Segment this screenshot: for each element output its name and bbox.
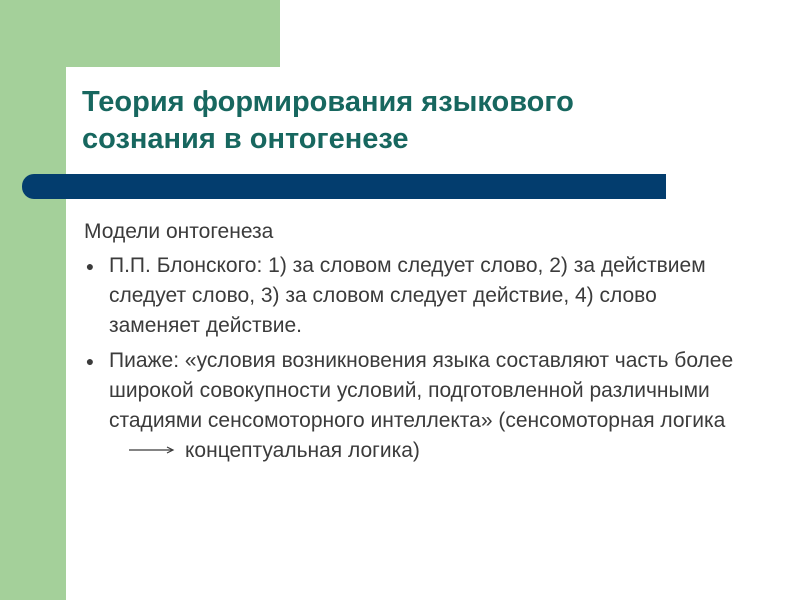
bullet-dot-icon: ● [85, 258, 95, 274]
arrow-right-icon [129, 445, 177, 455]
bullet-dot-icon: ● [85, 353, 95, 369]
bullet-item-blonsky [84, 251, 734, 341]
bullet-text-piaget-after: концептуальная логика) [185, 439, 420, 462]
slide-title: Теория формирования языкового сознания в онтогенезе [82, 86, 574, 155]
bullet-item-piaget [84, 346, 734, 466]
title-divider-bar [22, 174, 666, 199]
bullet-text-blonsky: П.П. Блонского: 1) за словом следует слово, 2) за действием следует слово, 3) за словом следует действие, 4) слово заменяет действие. [109, 254, 706, 337]
content-subtitle: Модели онтогенеза [84, 220, 274, 243]
green-sidebar-decoration [0, 0, 66, 600]
bullet-text-piaget-before: Пиаже: «условия возникновения языка составляют часть более широкой совокупности условий, подготовленной различными стадиями сенсомоторного интеллекта» (сенсомоторная логика [109, 349, 734, 432]
green-top-decoration [0, 0, 280, 67]
bullet-list [84, 251, 734, 466]
slide-content [84, 217, 734, 471]
